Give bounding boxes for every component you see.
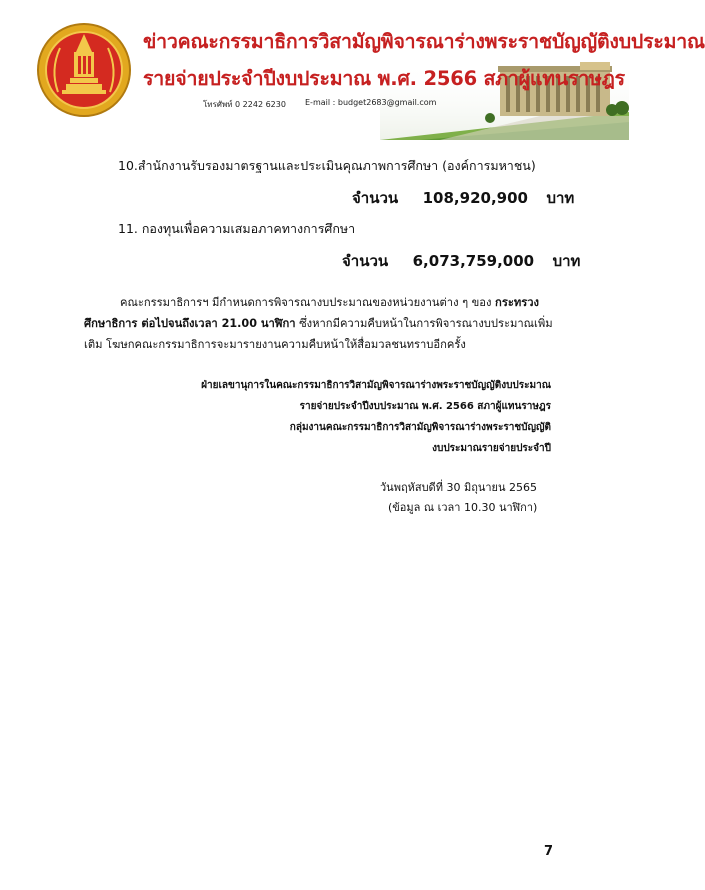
budget-item-label: 11. กองทุนเพื่อความเสมอภาคทางการศึกษา — [118, 221, 356, 236]
page-number: 7 — [544, 844, 554, 859]
signature-line: รายจ่ายประจำปีงบประมาณ พ.ศ. 2566 สภาผู้แทนราษฎร — [299, 401, 551, 412]
contact-email: E-mail : budget2683@gmail.com — [305, 98, 437, 107]
date-line: วันพฤหัสบดีที่ 30 มิถุนายน 2565 — [380, 481, 538, 494]
contact-phone: โทรศัพท์ 0 2242 6230 — [203, 100, 286, 109]
data-time-note: (ข้อมูล ณ เวลา 10.30 นาฬิกา) — [388, 501, 538, 514]
header-title-line2: รายจ่ายประจำปีงบประมาณ พ.ศ. 2566 สภาผู้แทนราษฎร — [143, 67, 625, 90]
amount-value: 6,073,759,000 — [412, 252, 535, 270]
amount-unit: บาท — [546, 189, 575, 207]
paragraph-text: คณะกรรมาธิการฯ มีกำหนดการพิจารณางบประมาณของหน่วยงานต่าง ๆ ของ — [120, 296, 492, 309]
budget-item-amount — [342, 249, 580, 273]
paragraph-bold-text: กระทรวงศึกษาธิการ ต่อไปจนถึงเวลา 21.00 นาฬิกา — [84, 296, 539, 330]
budget-item-label: 10.สำนักงานรับรองมาตรฐานและประเมินคุณภาพการศึกษา (องค์การมหาชน) — [118, 158, 536, 173]
parliament-emblem-logo — [36, 22, 132, 118]
signature-line: กลุ่มงานคณะกรรมาธิการวิสามัญพิจารณาร่างพระราชบัญญัติ — [289, 422, 551, 433]
amount-prefix: จำนวน — [342, 252, 389, 270]
amount-value: 108,920,900 — [422, 189, 528, 207]
amount-prefix: จำนวน — [352, 189, 399, 207]
body-paragraph — [84, 292, 554, 355]
letterhead — [0, 0, 705, 140]
amount-unit: บาท — [552, 252, 581, 270]
paragraph-text: ซึ่งหากมีความคืบหน้าในการพิจารณางบประมาณเพิ่มเติม โฆษกคณะกรรมาธิการจะมารายงานความคืบหน้าให้สื่อมวลชนทราบอีกครั้ง — [84, 317, 553, 351]
budget-item-amount — [352, 186, 574, 210]
signature-line: ฝ่ายเลขานุการในคณะกรรมาธิการวิสามัญพิจารณาร่างพระราชบัญญัติงบประมาณ — [201, 380, 551, 391]
signature-line: งบประมาณรายจ่ายประจำปี — [432, 443, 551, 454]
header-title-line1: ข่าวคณะกรรมาธิการวิสามัญพิจารณาร่างพระราชบัญญัติงบประมาณ — [143, 30, 705, 53]
